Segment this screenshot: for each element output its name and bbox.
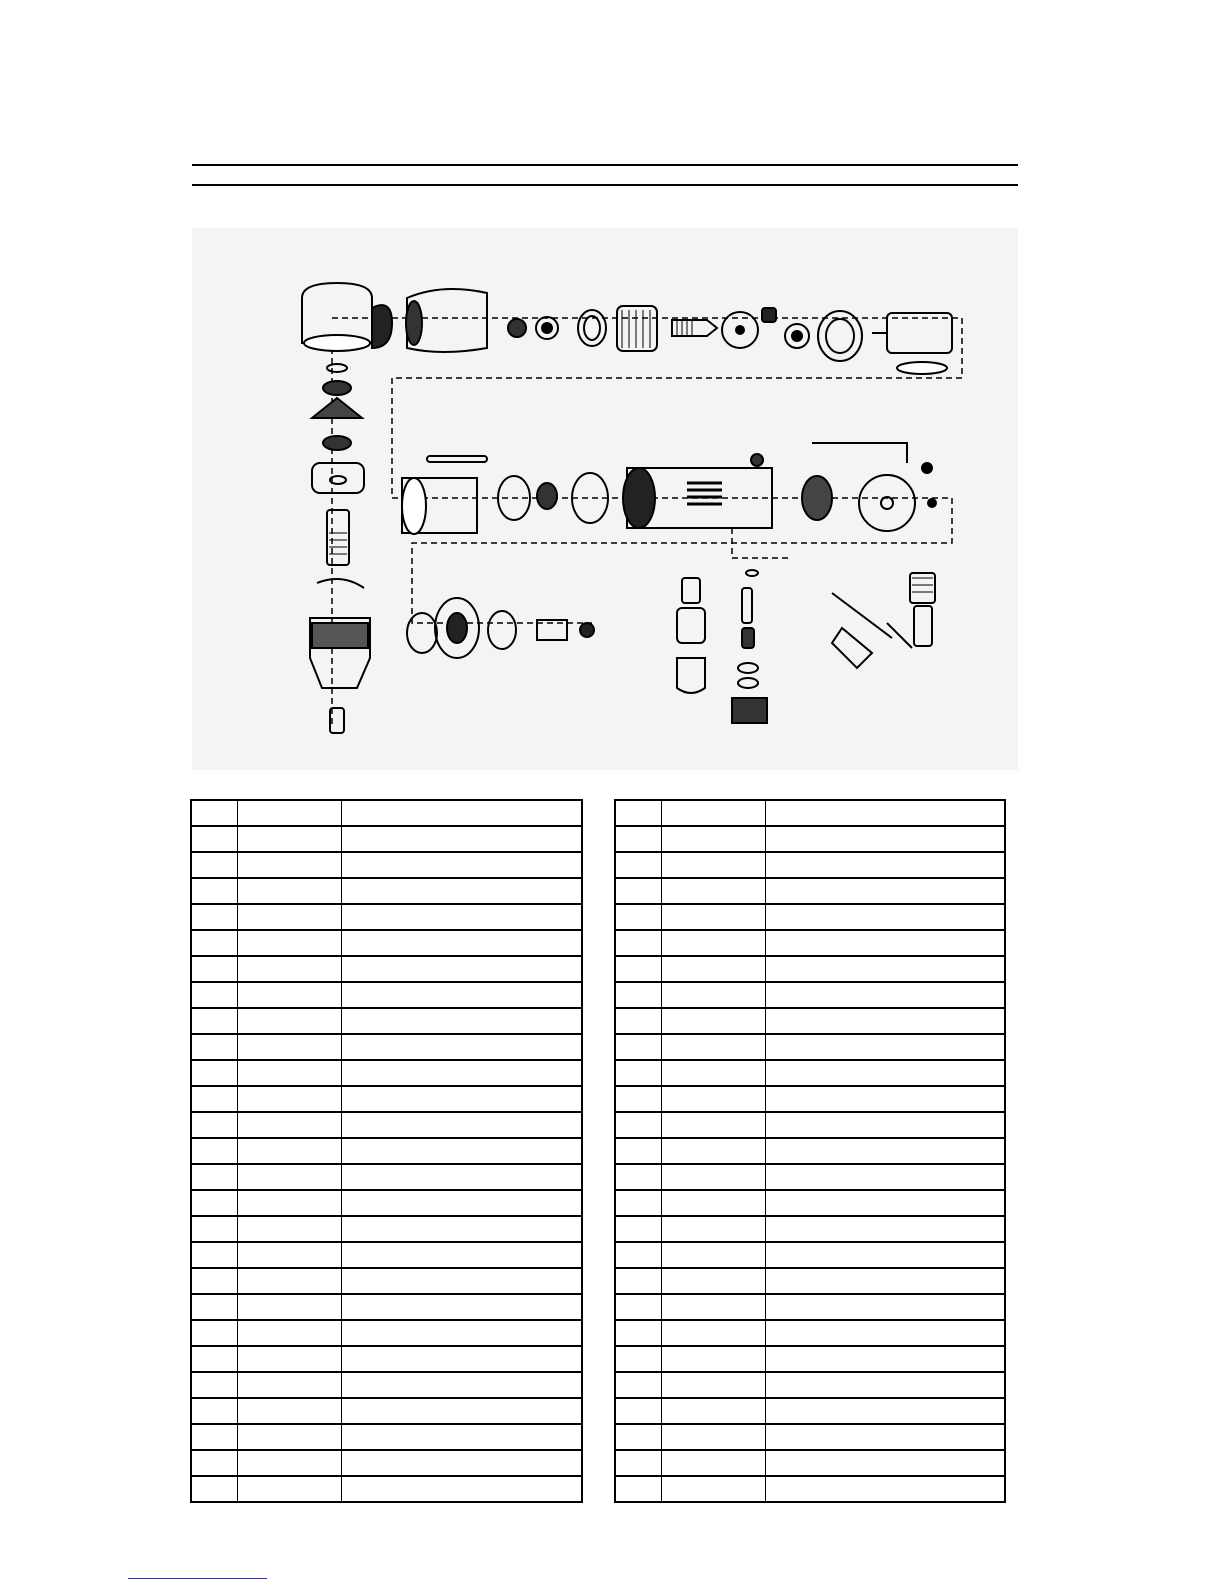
table-row (615, 1008, 1005, 1034)
spec-cell (661, 1294, 765, 1320)
table-row (191, 982, 582, 1008)
table-row (191, 930, 582, 956)
part-no-cell (191, 904, 237, 930)
description-cell (341, 1138, 582, 1164)
valve-sleeve-icon (402, 478, 477, 534)
cylinder-liner-icon (617, 306, 657, 351)
table-row (615, 1398, 1005, 1424)
motor-housing-icon (623, 454, 772, 528)
part-no-cell (191, 800, 237, 826)
spec-cell (237, 1372, 341, 1398)
spec-cell (237, 1268, 341, 1294)
table-row (615, 1476, 1005, 1502)
part-no-cell (191, 1060, 237, 1086)
description-cell (341, 1268, 582, 1294)
description-cell (765, 1216, 1005, 1242)
spec-cell (237, 904, 341, 930)
spec-cell (661, 1216, 765, 1242)
table-row (615, 1112, 1005, 1138)
spec-cell (661, 826, 765, 852)
spec-cell (237, 1138, 341, 1164)
description-cell (765, 826, 1005, 852)
part-no-cell (191, 1216, 237, 1242)
part-no-cell (191, 1346, 237, 1372)
table-row (191, 1450, 582, 1476)
table-row (615, 826, 1005, 852)
spec-cell (237, 1346, 341, 1372)
part-no-cell (615, 1008, 661, 1034)
spec-cell (661, 1060, 765, 1086)
part-no-cell (191, 878, 237, 904)
part-no-cell (191, 826, 237, 852)
spec-cell (237, 1398, 341, 1424)
spec-cell (661, 956, 765, 982)
air-inlet-fitting-icon (910, 573, 935, 646)
spec-cell (661, 982, 765, 1008)
table-row (615, 1294, 1005, 1320)
description-cell (765, 1242, 1005, 1268)
spec-cell (661, 1138, 765, 1164)
drill-chuck-icon (310, 618, 370, 733)
description-cell (341, 1216, 582, 1242)
spec-cell (661, 904, 765, 930)
spec-cell (661, 1320, 765, 1346)
description-cell (765, 1138, 1005, 1164)
table-row (615, 852, 1005, 878)
description-cell (341, 982, 582, 1008)
spec-cell (237, 1164, 341, 1190)
description-cell (341, 1086, 582, 1112)
spec-cell (237, 956, 341, 982)
description-cell (341, 826, 582, 852)
exploded-parts-diagram (192, 228, 1018, 770)
table-row (191, 1060, 582, 1086)
rear-cover-icon (802, 443, 936, 531)
table-row (191, 1216, 582, 1242)
description-cell (765, 878, 1005, 904)
inlet-seal-set-icon (407, 598, 594, 658)
description-cell (341, 878, 582, 904)
spec-cell (237, 1008, 341, 1034)
description-cell (341, 1060, 582, 1086)
part-no-cell (191, 1424, 237, 1450)
description-cell (765, 1034, 1005, 1060)
description-cell (765, 852, 1005, 878)
table-row (615, 1424, 1005, 1450)
spec-cell (237, 1242, 341, 1268)
spec-cell (237, 878, 341, 904)
rotor-shaft-icon (672, 320, 717, 336)
table-row (615, 1372, 1005, 1398)
description-cell (765, 1060, 1005, 1086)
part-no-cell (191, 1034, 237, 1060)
spec-cell (237, 982, 341, 1008)
table-row (191, 852, 582, 878)
table-row (191, 1424, 582, 1450)
spec-cell (661, 1112, 765, 1138)
table-row (191, 1294, 582, 1320)
table-row (191, 1086, 582, 1112)
description-cell (341, 1294, 582, 1320)
part-no-cell (615, 1320, 661, 1346)
description-cell (765, 1398, 1005, 1424)
part-no-cell (191, 1190, 237, 1216)
spec-cell (237, 1424, 341, 1450)
spec-cell (237, 930, 341, 956)
part-no-cell (191, 1086, 237, 1112)
part-no-cell (615, 1190, 661, 1216)
description-cell (341, 1320, 582, 1346)
description-cell (765, 1294, 1005, 1320)
part-no-cell (191, 1242, 237, 1268)
description-cell (765, 1112, 1005, 1138)
description-cell (341, 930, 582, 956)
part-no-cell (615, 800, 661, 826)
part-no-cell (615, 1086, 661, 1112)
table-row (615, 982, 1005, 1008)
spec-cell (237, 1060, 341, 1086)
part-no-cell (191, 1164, 237, 1190)
table-row (191, 800, 582, 826)
description-cell (341, 1008, 582, 1034)
bevel-gear-stack-icon (312, 364, 364, 588)
spec-cell (237, 1216, 341, 1242)
part-no-cell (191, 1138, 237, 1164)
table-row (615, 1034, 1005, 1060)
description-cell (341, 1398, 582, 1424)
part-no-cell (191, 1268, 237, 1294)
description-cell (765, 1372, 1005, 1398)
spec-cell (661, 878, 765, 904)
description-cell (765, 1268, 1005, 1294)
part-no-cell (615, 1372, 661, 1398)
description-cell (765, 1086, 1005, 1112)
spec-cell (661, 1346, 765, 1372)
part-no-cell (191, 1294, 237, 1320)
description-cell (765, 1190, 1005, 1216)
table-row (191, 1112, 582, 1138)
spec-cell (661, 852, 765, 878)
spec-cell (661, 800, 765, 826)
description-cell (341, 904, 582, 930)
part-no-cell (615, 930, 661, 956)
parts-table-left (190, 799, 583, 1503)
description-cell (341, 1346, 582, 1372)
description-cell (341, 1190, 582, 1216)
description-cell (765, 956, 1005, 982)
table-row (615, 1138, 1005, 1164)
spec-cell (237, 1190, 341, 1216)
spec-cell (661, 930, 765, 956)
description-cell (341, 1476, 582, 1502)
table-row (615, 1346, 1005, 1372)
top-rule-1 (192, 164, 1018, 166)
table-row (615, 1216, 1005, 1242)
part-no-cell (615, 982, 661, 1008)
table-row (191, 1398, 582, 1424)
table-row (191, 1320, 582, 1346)
spec-cell (237, 1086, 341, 1112)
description-cell (765, 1346, 1005, 1372)
part-no-cell (191, 1112, 237, 1138)
part-no-cell (615, 904, 661, 930)
spec-cell (661, 1190, 765, 1216)
table-row (191, 1476, 582, 1502)
description-cell (765, 800, 1005, 826)
part-no-cell (191, 852, 237, 878)
description-cell (765, 1424, 1005, 1450)
spec-cell (237, 1476, 341, 1502)
spec-cell (661, 1476, 765, 1502)
part-no-cell (615, 1424, 661, 1450)
table-row (191, 1138, 582, 1164)
spec-cell (237, 826, 341, 852)
description-cell (341, 800, 582, 826)
table-row (615, 1164, 1005, 1190)
part-no-cell (615, 826, 661, 852)
gear-sleeve-icon (406, 289, 487, 352)
spec-cell (661, 1086, 765, 1112)
table-row (191, 1034, 582, 1060)
description-cell (341, 1164, 582, 1190)
part-no-cell (191, 1008, 237, 1034)
small-bearings-icon (508, 310, 606, 346)
parts-table-right (614, 799, 1006, 1503)
part-no-cell (191, 930, 237, 956)
table-row (191, 1372, 582, 1398)
end-plate-icon (722, 308, 776, 348)
description-cell (765, 1476, 1005, 1502)
description-cell (341, 1372, 582, 1398)
table-row (615, 1320, 1005, 1346)
part-no-cell (615, 1294, 661, 1320)
part-no-cell (615, 956, 661, 982)
spec-cell (661, 1372, 765, 1398)
table-row (615, 1190, 1005, 1216)
description-cell (765, 1164, 1005, 1190)
part-no-cell (615, 1346, 661, 1372)
table-row (615, 1450, 1005, 1476)
spec-cell (237, 1112, 341, 1138)
table-row (191, 826, 582, 852)
footer-link-underline[interactable] (128, 1578, 267, 1579)
table-row (191, 1242, 582, 1268)
part-no-cell (615, 1450, 661, 1476)
description-cell (341, 956, 582, 982)
part-no-cell (615, 1242, 661, 1268)
spec-cell (237, 1450, 341, 1476)
description-cell (341, 1242, 582, 1268)
spec-cell (661, 1424, 765, 1450)
description-cell (765, 982, 1005, 1008)
part-no-cell (191, 1398, 237, 1424)
part-no-cell (615, 1216, 661, 1242)
spec-cell (661, 1398, 765, 1424)
part-no-cell (191, 1476, 237, 1502)
spec-cell (237, 800, 341, 826)
part-no-cell (615, 1060, 661, 1086)
part-no-cell (191, 1450, 237, 1476)
description-cell (341, 1424, 582, 1450)
part-no-cell (615, 852, 661, 878)
table-row (615, 930, 1005, 956)
top-rule-2 (192, 184, 1018, 186)
spec-cell (661, 1008, 765, 1034)
part-no-cell (615, 1164, 661, 1190)
table-row (191, 1346, 582, 1372)
part-no-cell (615, 1268, 661, 1294)
part-no-cell (615, 1476, 661, 1502)
part-no-cell (191, 1320, 237, 1346)
description-cell (765, 930, 1005, 956)
spec-cell (661, 1450, 765, 1476)
table-row (191, 878, 582, 904)
spec-cell (661, 1242, 765, 1268)
description-cell (765, 1450, 1005, 1476)
table-row (615, 904, 1005, 930)
part-no-cell (191, 982, 237, 1008)
table-row (615, 1242, 1005, 1268)
table-row (615, 878, 1005, 904)
table-row (191, 1268, 582, 1294)
table-row (191, 956, 582, 982)
part-no-cell (615, 878, 661, 904)
part-no-cell (615, 1112, 661, 1138)
table-row (191, 1190, 582, 1216)
throttle-valve-stack-icon (677, 570, 767, 723)
spec-cell (661, 1164, 765, 1190)
description-cell (341, 1112, 582, 1138)
description-cell (341, 1450, 582, 1476)
spec-cell (237, 1294, 341, 1320)
description-cell (765, 904, 1005, 930)
part-no-cell (191, 956, 237, 982)
description-cell (341, 852, 582, 878)
table-row (615, 956, 1005, 982)
part-no-cell (615, 1034, 661, 1060)
spec-cell (237, 1320, 341, 1346)
spec-cell (237, 852, 341, 878)
table-row (191, 1008, 582, 1034)
description-cell (341, 1034, 582, 1060)
description-cell (765, 1320, 1005, 1346)
part-no-cell (191, 1372, 237, 1398)
table-row (615, 1268, 1005, 1294)
table-row (191, 1164, 582, 1190)
table-row (615, 800, 1005, 826)
chuck-key-icon (832, 593, 912, 668)
table-row (615, 1060, 1005, 1086)
spec-cell (237, 1034, 341, 1060)
spec-cell (661, 1034, 765, 1060)
part-no-cell (615, 1398, 661, 1424)
reverse-valve-rod-icon (427, 456, 487, 462)
angle-head-housing-icon (302, 283, 392, 351)
motor-rotor-icon (872, 313, 952, 374)
part-no-cell (615, 1138, 661, 1164)
table-row (191, 904, 582, 930)
spec-cell (661, 1268, 765, 1294)
table-row (615, 1086, 1005, 1112)
description-cell (765, 1008, 1005, 1034)
